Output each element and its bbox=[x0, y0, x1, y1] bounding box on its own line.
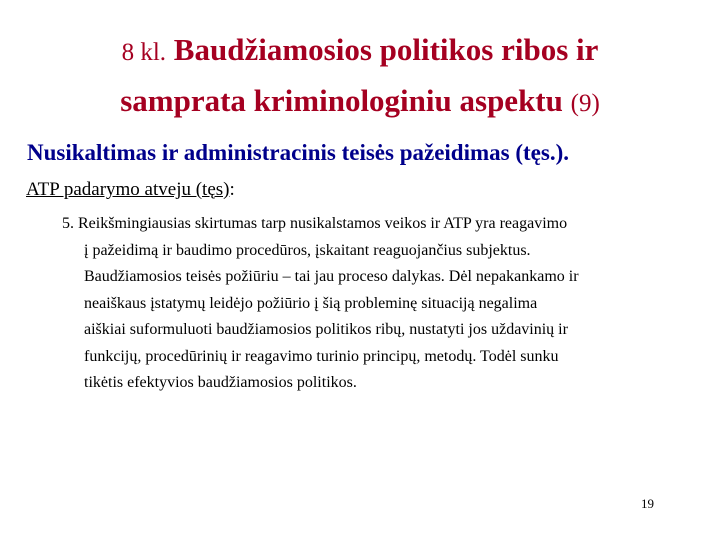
section-label-tail: : bbox=[229, 179, 235, 200]
body-paragraph bbox=[62, 211, 712, 397]
body-line: aiškiai suformuluoti baudžiamosios politikos ribų, nustatyti jos uždavinių ir bbox=[84, 321, 568, 338]
title-main-line-2: samprata kriminologiniu aspektu bbox=[120, 83, 563, 118]
section-label-underlined: ATP padarymo atveju (tęs) bbox=[26, 179, 230, 200]
title-main-line-1: Baudžiamosios politikos ribos ir bbox=[173, 32, 599, 67]
title-line-1 bbox=[0, 26, 720, 77]
page-number: 19 bbox=[641, 496, 654, 511]
slide-title bbox=[0, 26, 720, 128]
body-line: Baudžiamosios teisės požiūriu – tai jau proceso dalykas. Dėl nepakankamo ir bbox=[84, 268, 579, 285]
title-line-2 bbox=[0, 77, 720, 128]
body-line: tikėtis efektyvios baudžiamosios politikos. bbox=[84, 374, 357, 391]
body-line: į pažeidimą ir baudimo procedūros, įskaitant reaguojančius subjektus. bbox=[84, 241, 531, 259]
title-prefix: 8 kl. bbox=[121, 39, 167, 66]
body-line: 5. Reikšmingiausias skirtumas tarp nusikalstamos veikos ir ATP yra reagavimo bbox=[62, 215, 568, 232]
body-line: funkcijų, procedūrinių ir reagavimo turinio principų, metodų. Todėl sunku bbox=[84, 347, 559, 365]
body-line: neaiškaus įstatymų leidėjo požiūrio į šią probleminę situaciją negalima bbox=[84, 294, 538, 312]
slide-subheading: Nusikaltimas ir administracinis teisės pažeidimas (tęs.). bbox=[27, 140, 569, 165]
title-suffix: (9) bbox=[570, 90, 600, 117]
section-label bbox=[26, 178, 235, 202]
